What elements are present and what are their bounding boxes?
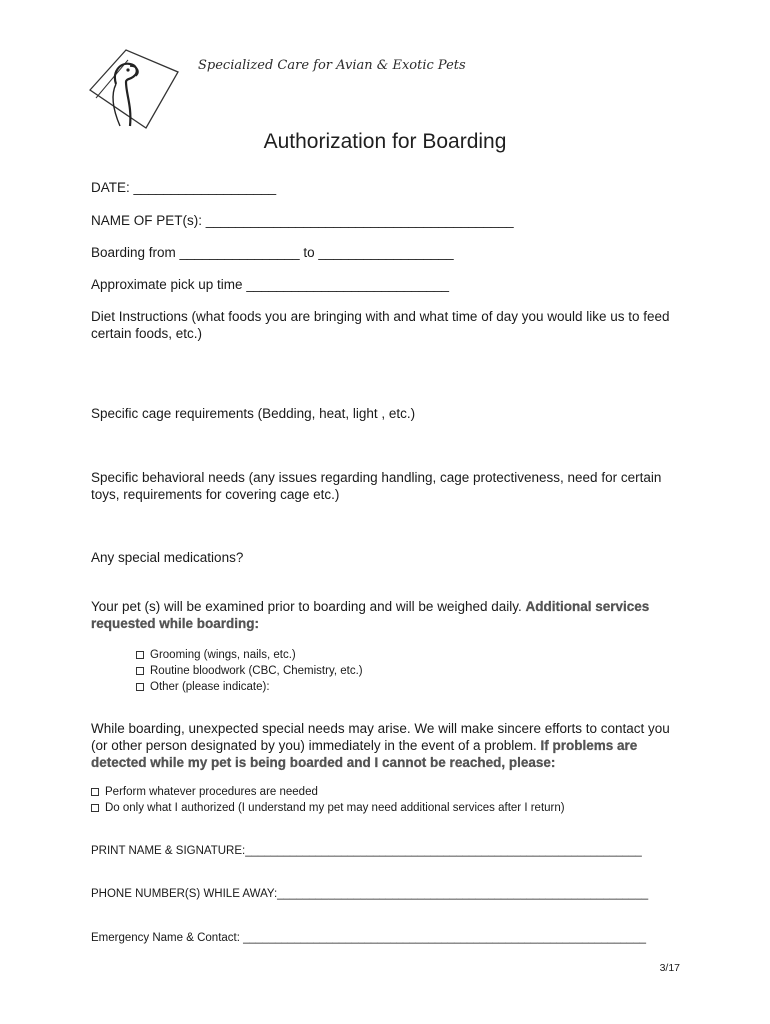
exam-notice-text: Your pet (s) will be examined prior to boarding and will be weighed daily. xyxy=(91,599,526,614)
boarding-dates-field[interactable]: Boarding from ________________ to __________________ xyxy=(91,245,454,260)
phone-number-field[interactable]: PHONE NUMBER(S) WHILE AWAY:__________________________________________________________ xyxy=(91,888,649,900)
exam-notice xyxy=(91,598,691,632)
service-option-grooming[interactable]: Grooming (wings, nails, etc.) xyxy=(136,647,363,663)
service-option-bloodwork[interactable]: Routine bloodwork (CBC, Chemistry, etc.) xyxy=(136,663,363,679)
checkbox[interactable] xyxy=(136,651,144,659)
checkbox[interactable] xyxy=(91,804,99,812)
unreachable-instructions-heading: If problems are detected while my pet is being boarded and I cannot be reached, please: xyxy=(91,738,638,770)
parrot-logo-icon xyxy=(86,44,182,132)
checkbox[interactable] xyxy=(136,683,144,691)
services-checklist xyxy=(136,647,363,695)
page-title: Authorization for Boarding xyxy=(263,130,507,153)
print-name-signature-field[interactable]: PRINT NAME & SIGNATURE:______________________________________________________________ xyxy=(91,845,642,857)
pickup-time-field[interactable]: Approximate pick up time ___________________________ xyxy=(91,277,450,292)
diet-instructions-prompt: Diet Instructions (what foods you are bringing with and what time of day you would like us to feed certain foods, etc.) xyxy=(91,309,670,341)
page-number: 3/17 xyxy=(659,962,680,974)
clinic-tagline: Specialized Care for Avian & Exotic Pets xyxy=(198,58,466,73)
emergency-contact-field[interactable]: Emergency Name & Contact: _______________________________________________________________ xyxy=(91,932,647,944)
medications-prompt: Any special medications? xyxy=(91,550,244,565)
special-needs-notice xyxy=(91,720,681,771)
option-authorized-only[interactable]: Do only what I authorized (I understand my pet may need additional services after I return) xyxy=(91,800,565,816)
checkbox[interactable] xyxy=(136,667,144,675)
pet-name-field[interactable]: NAME OF PET(s): _________________________________________ xyxy=(91,213,514,228)
option-perform-procedures[interactable]: Perform whatever procedures are needed xyxy=(91,784,565,800)
additional-services-heading: Additional services requested while boarding: xyxy=(91,599,650,631)
authorization-options xyxy=(91,784,565,816)
cage-requirements-prompt: Specific cage requirements (Bedding, heat, light , etc.) xyxy=(91,406,416,421)
service-option-other[interactable]: Other (please indicate): xyxy=(136,679,363,695)
date-field[interactable]: DATE: ___________________ xyxy=(91,180,277,195)
special-needs-text: While boarding, unexpected special needs may arise. We will make sincere efforts to contact you (or other person designated by you) immediately in the event of a problem. xyxy=(91,721,670,753)
checkbox[interactable] xyxy=(91,788,99,796)
behavioral-needs-prompt: Specific behavioral needs (any issues regarding handling, cage protectiveness, need for certain toys, requirements for covering cage etc.) xyxy=(91,470,662,502)
